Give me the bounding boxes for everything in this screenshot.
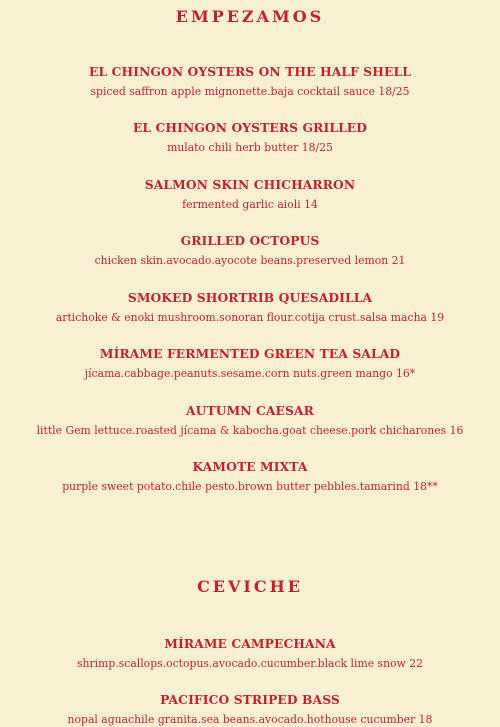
menu-item-description: mulato chili herb butter 18/25 <box>167 141 333 154</box>
menu-item-description: fermented garlic aioli 14 <box>182 198 318 211</box>
menu-item-description: jícama.cabbage.peanuts.sesame.corn nuts.green mango 16* <box>84 367 416 380</box>
menu-item-description: artichoke & enoki mushroom.sonoran flour.cotija crust.salsa macha 19 <box>55 311 445 324</box>
menu-item-description: nopal aguachile granita.sea beans.avocado.hothouse cucumber 18 <box>67 713 433 726</box>
menu-item-name: PACIFICO STRIPED BASS <box>160 692 340 707</box>
menu-item <box>0 120 500 155</box>
section-title-empezamos: EMPEZAMOS <box>175 7 325 26</box>
menu-item-name: SMOKED SHORTRIB QUESADILLA <box>127 290 373 305</box>
menu-item <box>0 290 500 325</box>
menu-item-name: MÍRAME FERMENTED GREEN TEA SALAD <box>99 346 401 361</box>
menu-item-description: chicken skin.avocado.ayocote beans.preserved lemon 21 <box>94 254 406 267</box>
menu-item-name: MÍRAME CAMPECHANA <box>164 636 336 651</box>
menu-item-description: little Gem lettuce.roasted jícama & kabocha.goat cheese.pork chicharones 16 <box>36 424 464 437</box>
menu-item-name: GRILLED OCTOPUS <box>180 233 320 248</box>
menu-item-name: AUTUMN CAESAR <box>186 403 314 418</box>
menu-item-name: SALMON SKIN CHICHARRON <box>144 177 356 192</box>
section-title-ceviche: CEVICHE <box>197 577 303 596</box>
menu-item <box>0 64 500 99</box>
menu-item-name: EL CHINGON OYSTERS ON THE HALF SHELL <box>89 64 411 79</box>
menu-item-description: shrimp.scallops.octopus.avocado.cucumber.black lime snow 22 <box>76 657 424 670</box>
menu-item-description: purple sweet potato.chile pesto.brown butter pebbles.tamarind 18** <box>62 480 438 493</box>
menu-item-name: KAMOTE MIXTA <box>192 459 308 474</box>
menu-item <box>0 692 500 727</box>
menu-item-name: EL CHINGON OYSTERS GRILLED <box>132 120 368 135</box>
menu-item <box>0 346 500 381</box>
menu-item-description: spiced saffron apple mignonette.baja cocktail sauce 18/25 <box>90 85 410 98</box>
menu-item <box>0 459 500 494</box>
menu-item <box>0 636 500 671</box>
menu-item <box>0 403 500 438</box>
menu-item <box>0 177 500 212</box>
menu-item <box>0 233 500 268</box>
